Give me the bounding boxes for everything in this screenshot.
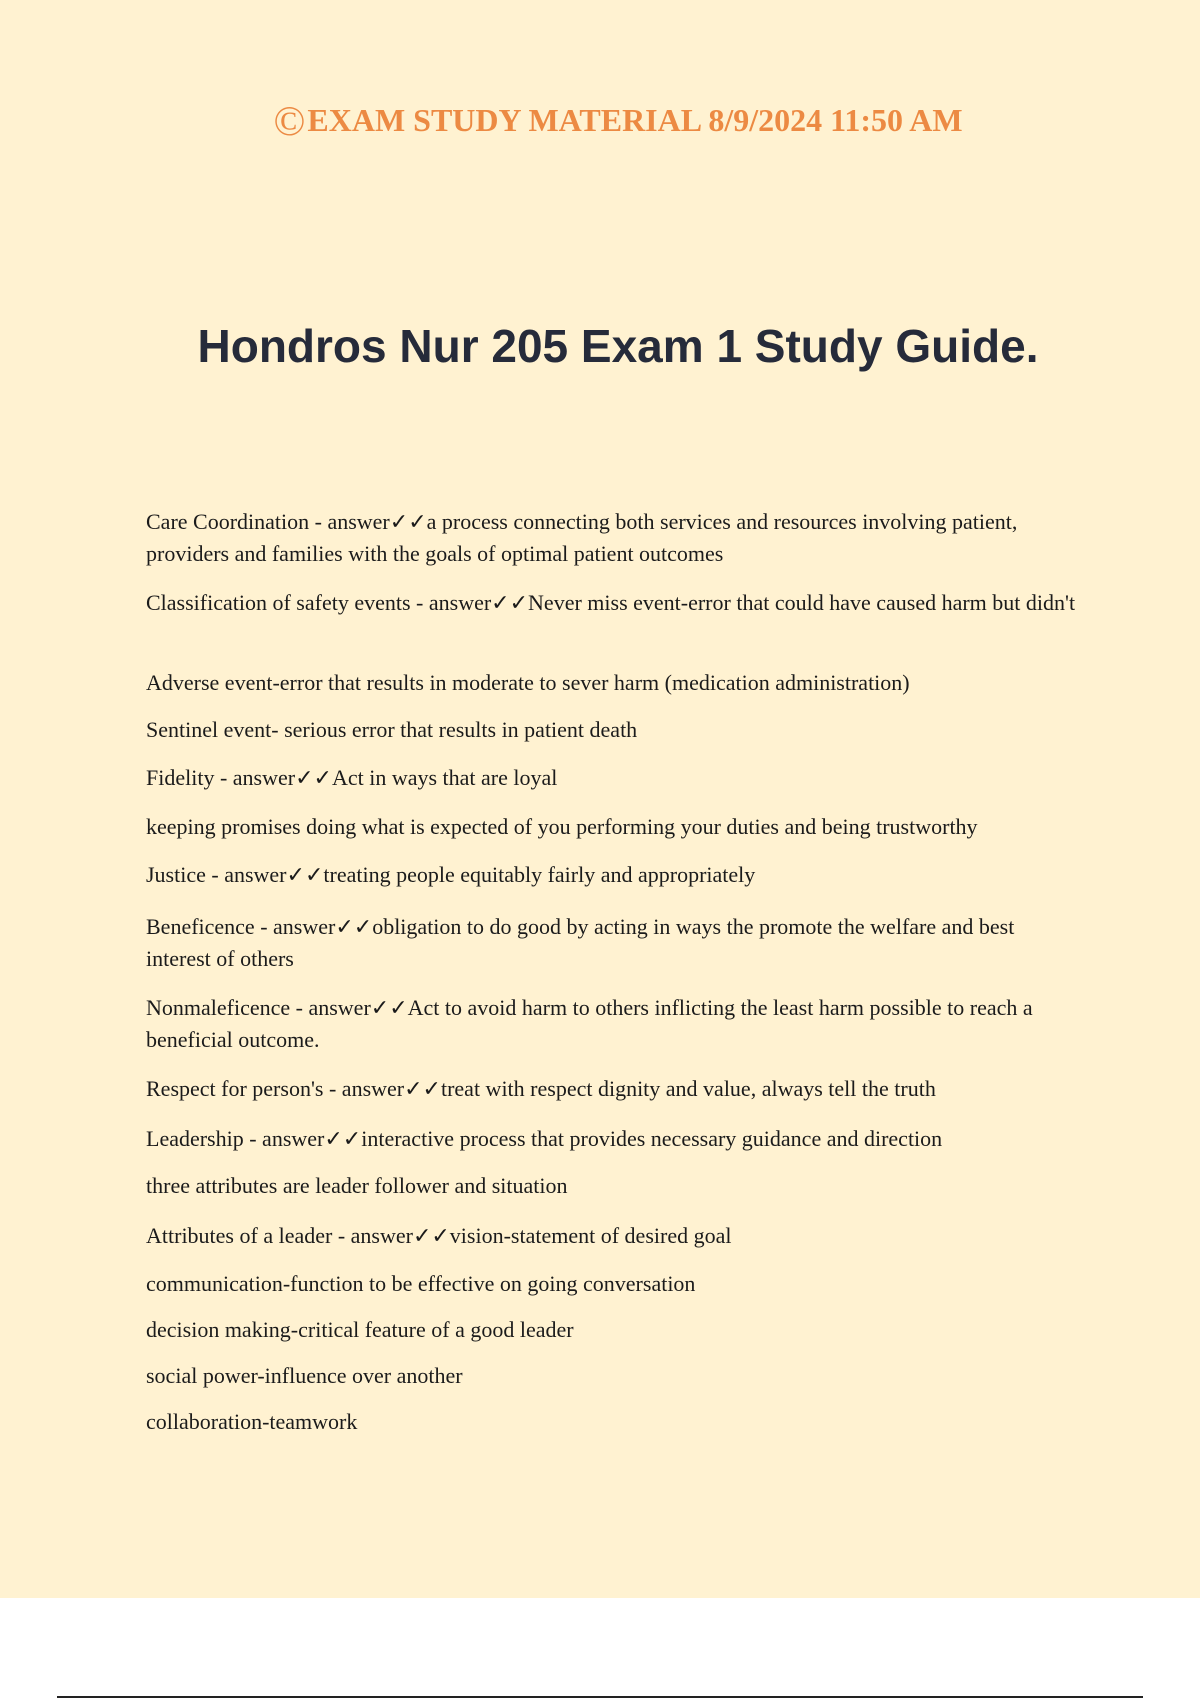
entry-fidelity-detail: keeping promises doing what is expected of you performing your duties and being trustworthy: [146, 814, 978, 839]
entry-decision-making: decision making-critical feature of a good leader: [146, 1317, 574, 1342]
entry-fidelity: Fidelity - answer✓✓Act in ways that are loyal: [146, 765, 558, 790]
footer-rule: [57, 1696, 1143, 1698]
entry-collaboration: collaboration-teamwork: [146, 1409, 358, 1434]
document-title: Hondros Nur 205 Exam 1 Study Guide.: [197, 320, 1039, 372]
entry-attributes-of-leader: Attributes of a leader - answer✓✓vision-statement of desired goal: [146, 1223, 732, 1248]
entry-respect-for-persons: Respect for person's - answer✓✓treat with respect dignity and value, always tell the truth: [146, 1076, 936, 1101]
entry-sentinel-event: Sentinel event- serious error that results in patient death: [146, 717, 638, 742]
entry-leadership-attributes: three attributes are leader follower and situation: [146, 1173, 568, 1198]
copyright-icon: ©: [273, 99, 306, 145]
entry-classification-safety-events: Classification of safety events - answer✓✓Never miss event-error that could have caused harm but didn't: [146, 590, 1076, 615]
entry-care-coordination: Care Coordination - answer✓✓a process connecting both services and resources involving patient, providers and families with the goals of optimal patient outcomes: [146, 509, 1018, 566]
entry-adverse-event: Adverse event-error that results in moderate to sever harm (medication administration): [146, 670, 910, 695]
watermark-header: [0, 98, 1200, 144]
entry-communication: communication-function to be effective on going conversation: [146, 1271, 696, 1296]
entry-social-power: social power-influence over another: [146, 1363, 463, 1388]
entry-leadership: Leadership - answer✓✓interactive process that provides necessary guidance and direction: [146, 1126, 943, 1151]
entry-beneficence: Beneficence - answer✓✓obligation to do good by acting in ways the promote the welfare and best interest of others: [146, 914, 1015, 971]
entry-justice: Justice - answer✓✓treating people equitably fairly and appropriately: [146, 862, 756, 887]
entry-nonmaleficence: Nonmaleficence - answer✓✓Act to avoid harm to others inflicting the least harm possible to reach a beneficial outcome.: [146, 995, 1033, 1052]
watermark-text: EXAM STUDY MATERIAL 8/9/2024 11:50 AM: [307, 102, 963, 138]
